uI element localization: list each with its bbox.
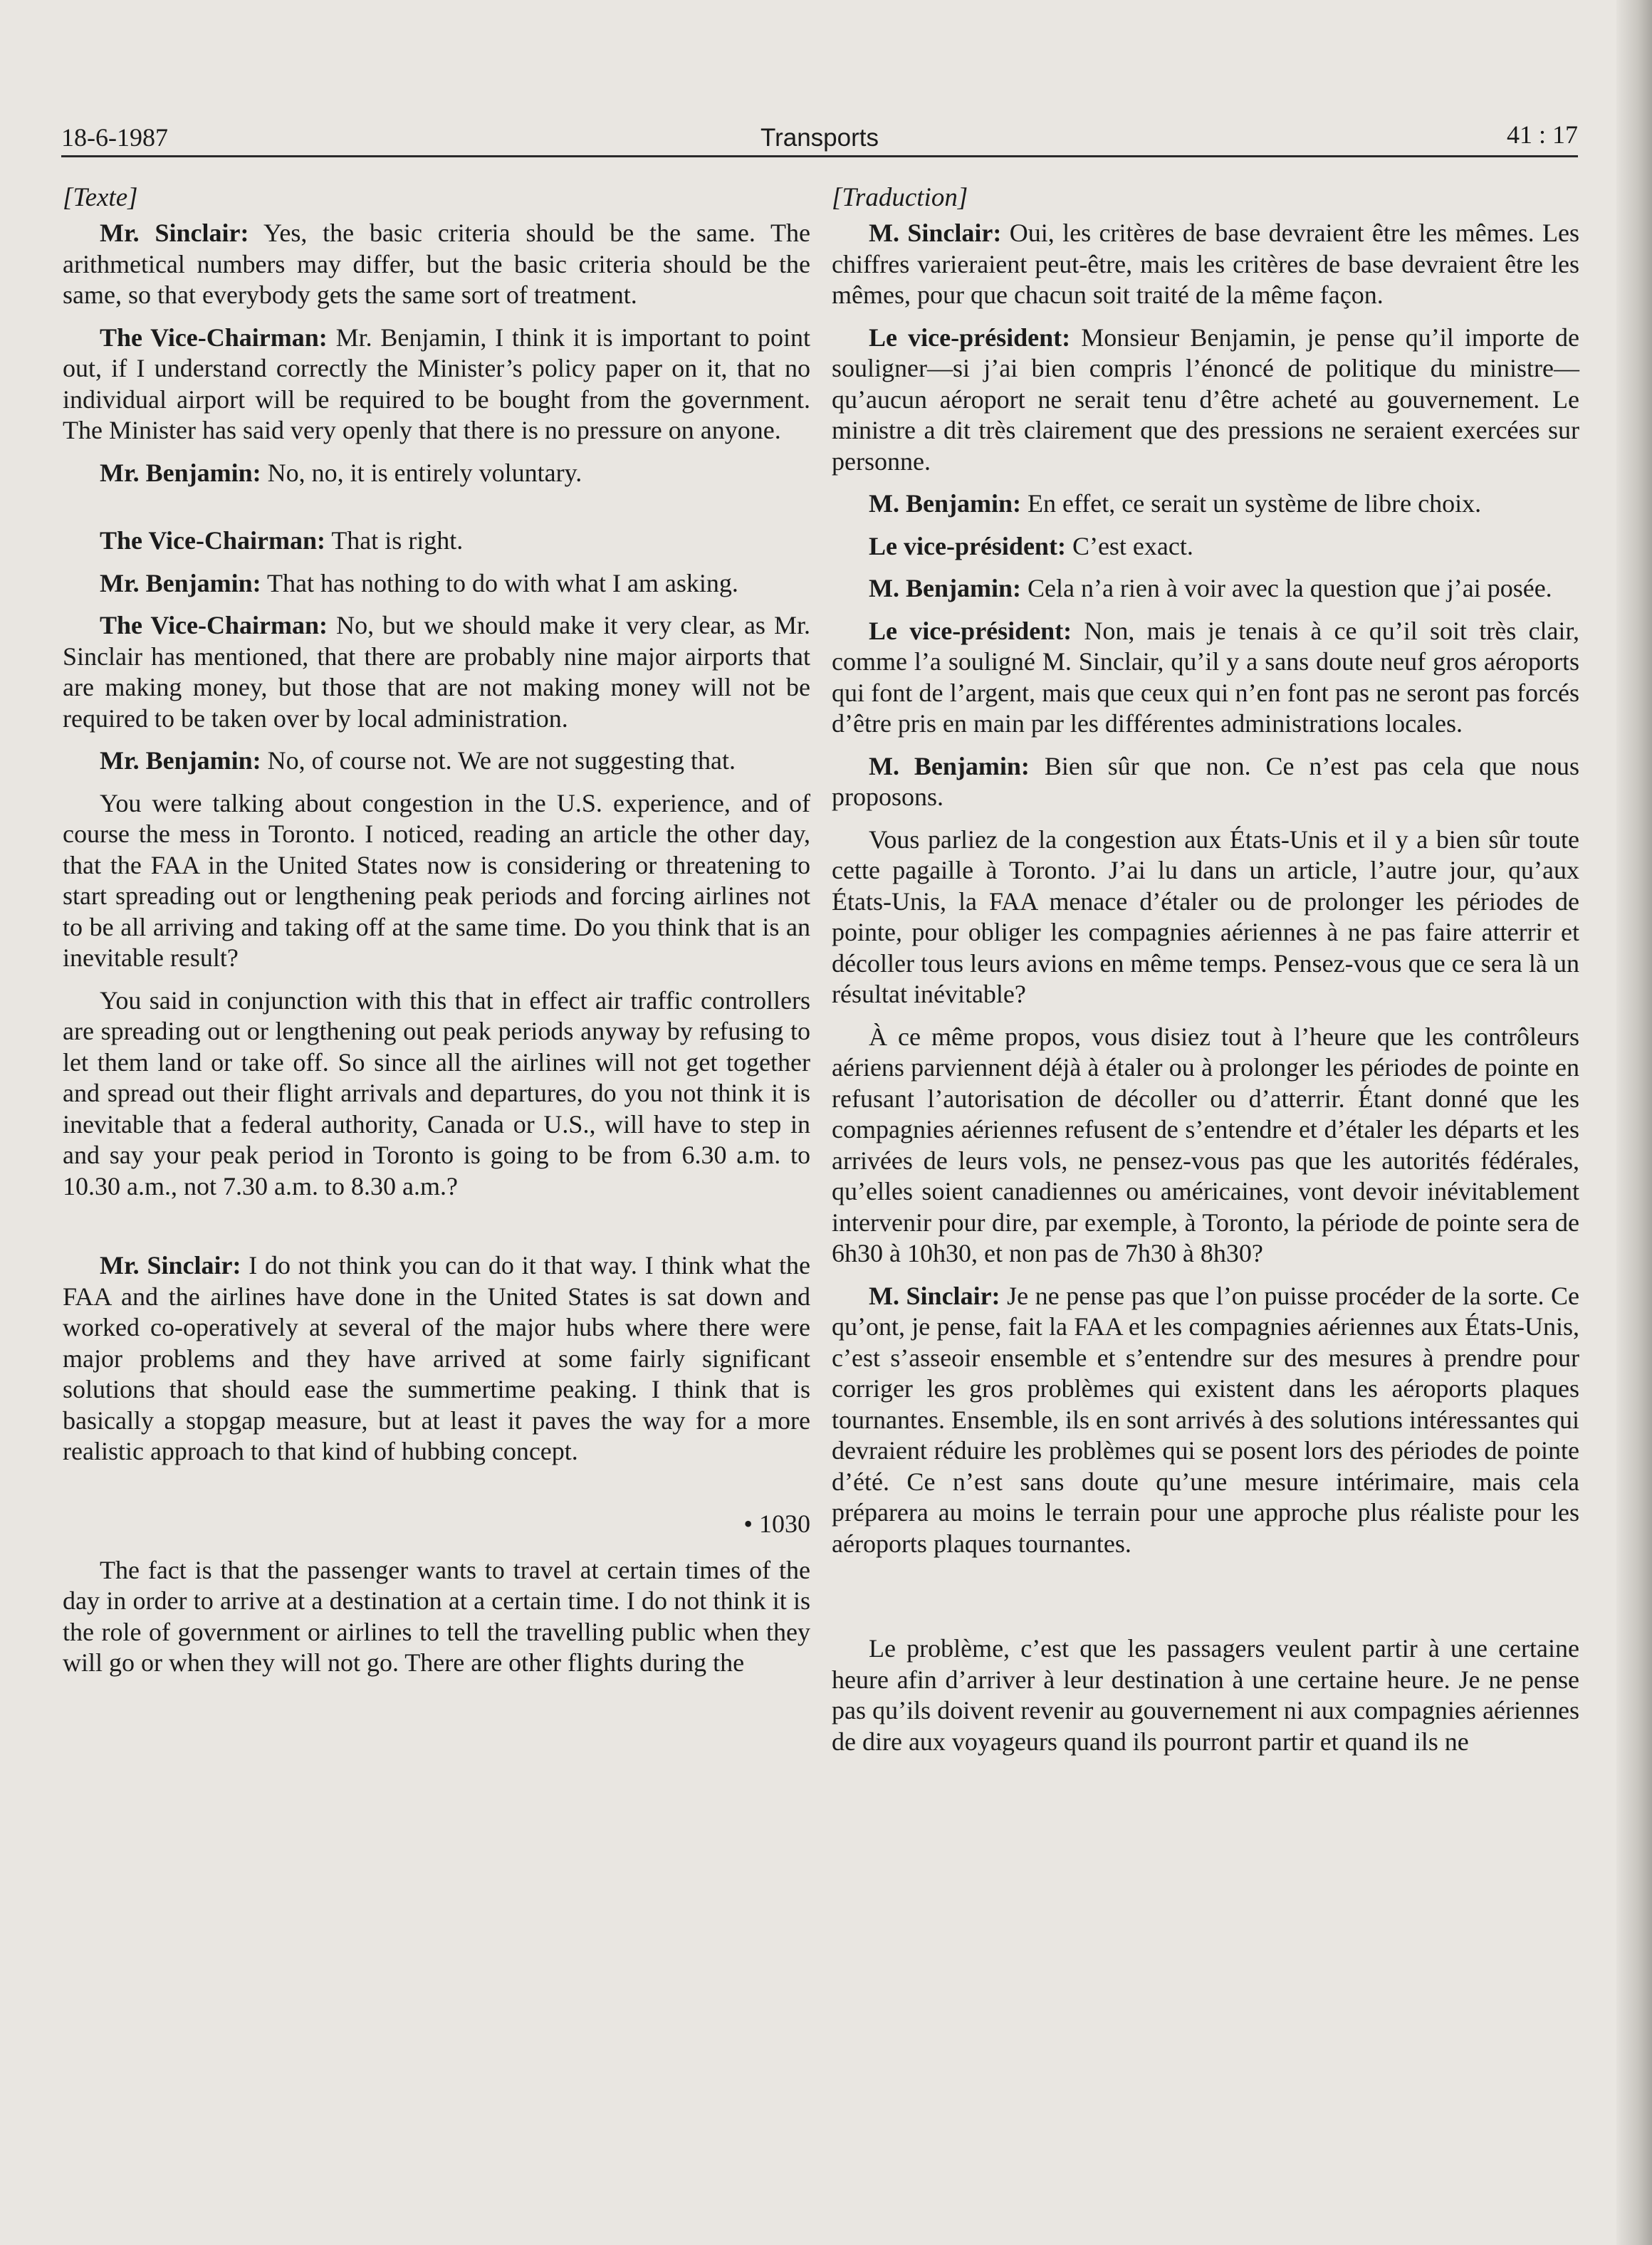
speaker: Mr. Benjamin:: [100, 458, 261, 487]
speaker: Mr. Benjamin:: [100, 746, 261, 775]
paragraph: [63, 525, 810, 557]
speaker: Mr. Sinclair:: [100, 1251, 241, 1280]
paragraph: The fact is that the passenger wants to travel at certain times of the day in order to arrive at a destination at a certain time. I do not think it is the role of government or airlines to tell the travelling public when they will go or when they will not go. There are other flights during the: [63, 1555, 810, 1677]
paragraph: [63, 458, 810, 489]
speech: That has nothing to do with what I am asking.: [261, 568, 738, 597]
speech: No, no, it is entirely voluntary.: [261, 458, 582, 487]
english-column: [63, 182, 810, 1690]
time-marker: • 1030: [743, 1509, 810, 1538]
speaker: M. Benjamin:: [869, 489, 1021, 518]
speaker: The Vice-Chairman:: [100, 526, 325, 555]
paragraph: À ce même propos, vous disiez tout à l’heure que les contrôleurs aériens parviennent déjà à étaler ou à prolonger les périodes de pointe en refusant l’autorisation de décoller ou d’atterrir. Étant donné que les compagnies aériennes refusent de s’entendre et d’étaler les départs et les arrivées de leurs vols, ne pensez-vous pas que les autorités fédérales, qu’elles soient canadiennes ou américaines, vont devoir inévitablement intervenir pour dire, par exemple, à Toronto, la période de pointe sera de 6h30 à 10h30, et non pas de 7h30 à 8h30?: [832, 1022, 1579, 1267]
speaker: The Vice-Chairman:: [100, 611, 328, 639]
paragraph: [63, 323, 810, 446]
speaker: M. Sinclair:: [869, 219, 1002, 247]
paragraph: [63, 610, 810, 734]
spacer: [63, 1213, 810, 1250]
speech: Non, mais je tenais à ce qu’il soit très clair, comme l’a souligné M. Sinclair, qu’il y a sans doute neuf gros aéroports qui font de l’argent, mais que ceux qui n’en font pas ne seront pas forcés d’être pris en main par les différentes administrations locales.: [832, 616, 1579, 738]
header-page-number: 41 : 17: [1506, 120, 1578, 149]
speaker: M. Sinclair:: [869, 1281, 1000, 1310]
paragraph: [832, 573, 1579, 605]
paragraph: You said in conjunction with this that in effect air traffic controllers are spreading out or lengthening out peak periods anyway by refusing to let them land or take off. So since all the airlines will not get together and spread out their flight arrivals and departures, do you not think it is inevitable that a federal authority, Canada or U.S., will have to step in and say your peak period in Toronto is going to be from 6.30 a.m. to 10.30 a.m., not 7.30 a.m. to 8.30 a.m.?: [63, 985, 810, 1200]
header-rule: [61, 155, 1578, 157]
speech: C’est exact.: [1065, 531, 1193, 560]
speech: Cela n’a rien à voir avec la question que j’ai posée.: [1020, 574, 1552, 602]
running-header: [61, 114, 1578, 157]
speech: Bien sûr que non. Ce n’est pas cela que nous proposons.: [832, 751, 1579, 811]
speech: I do not think you can do it that way. I think what the FAA and the airlines have done in the United States is sat down and worked co-operatively at several of the major hubs where there were major problems and they have arrived at some fairly significant solutions that should ease the summertime peaking. I think that is basically a stopgap measure, but at least it paves the way for a more realistic approach to that kind of hubbing concept.: [63, 1251, 810, 1465]
speaker: Le vice-président:: [869, 323, 1071, 352]
spacer: [63, 500, 810, 525]
speaker: Mr. Sinclair:: [100, 219, 249, 247]
speech: That is right.: [325, 526, 464, 555]
speech: En effet, ce serait un système de libre choix.: [1020, 489, 1482, 518]
paragraph: [63, 218, 810, 311]
paragraph: [832, 616, 1579, 740]
source-tag: [Traduction]: [832, 183, 968, 212]
french-column: [832, 182, 1579, 1769]
paragraph: [63, 1250, 810, 1467]
paragraph: [832, 1281, 1579, 1560]
paragraph: [832, 531, 1579, 562]
header-date: 18-6-1987: [61, 123, 168, 152]
speaker: M. Benjamin:: [869, 574, 1021, 602]
speech: No, but we should make it very clear, as Mr. Sinclair has mentioned, that there are probably nine major airports that are making money, but those that are not making money will not be required to be taken over by local administration.: [63, 611, 811, 733]
speech: Mr. Benjamin, I think it is important to point out, if I understand correctly the Minister’s policy paper on it, that no individual airport will be required to be bought from the government. The Minister has said very openly that there is no pressure on anyone.: [63, 323, 810, 444]
speech: Yes, the basic criteria should be the same. The arithmetical numbers may differ, but the basic criteria should be the same, so that everybody gets the same sort of treatment.: [63, 219, 810, 309]
speaker: Le vice-président:: [869, 531, 1066, 560]
page-edge: [1616, 0, 1652, 2245]
speech: Je ne pense pas que l’on puisse procéder de la sorte. Ce qu’ont, je pense, fait la FAA et les compagnies aériennes aux États-Unis, c’est s’asseoir ensemble et s’entendre sur des mesures à prendre pour corriger les gros problèmes qui existent dans les aéroports plaques tournantes. Ensemble, ils en sont arrivés à des solutions intéressantes qui devraient réduire les problèmes qui se posent lors des périodes de pointe d’été. Ce n’est sans doute qu’une mesure intérimaire, mais cela préparera au moins le terrain pour une approche plus réaliste pour les aéroports plaques tournantes.: [832, 1281, 1579, 1558]
speaker: The Vice-Chairman:: [100, 323, 328, 352]
paragraph: [832, 488, 1579, 520]
spacer: [832, 1571, 1579, 1633]
paragraph: [832, 751, 1579, 813]
speaker: Le vice-président:: [869, 616, 1072, 645]
speech: No, of course not. We are not suggesting that.: [261, 746, 736, 775]
paragraph: Le problème, c’est que les passagers veulent partir à une certaine heure afin d’arriver à leur destination à une certaine heure. Je ne pense pas qu’ils doivent revenir au gouvernement ni aux compagnies aériennes de dire aux voyageurs quand ils pourront partir et quand ils ne: [832, 1634, 1579, 1756]
speaker: M. Benjamin:: [869, 751, 1030, 780]
paragraph: [63, 568, 810, 600]
header-committee: Transports: [760, 124, 879, 152]
paragraph: You were talking about congestion in the U.S. experience, and of course the mess in Toronto. I noticed, reading an article the other day, that the FAA in the United States now is considering or threatening to start spreading out or lengthening peak periods and forcing airlines not to be all arriving and taking off at the same time. Do you think that is an inevitable result?: [63, 788, 810, 972]
paragraph: Vous parliez de la congestion aux États-Unis et il y a bien sûr toute cette pagaille à Toronto. J’ai lu dans un article, l’autre jour, qu’aux États-Unis, la FAA menace d’étaler ou de prolonger les périodes de pointe, pour obliger les compagnies aériennes à ne pas faire atterrir et décoller tous leurs avions en même temps. Pensez-vous que ce sera là un résultat inévitable?: [832, 825, 1579, 1008]
paragraph: [832, 323, 1579, 478]
source-tag: [Texte]: [63, 183, 138, 212]
speech: Monsieur Benjamin, je pense qu’il importe de souligner—si j’ai bien compris l’énoncé de politique du ministre—qu’aucun aéroport ne serait tenu d’être acheté au gouvernement. Le ministre a dit très clairement que des pressions ne seraient exercées sur personne.: [832, 323, 1579, 476]
paragraph: [63, 745, 810, 777]
speaker: Mr. Benjamin:: [100, 568, 261, 597]
paragraph: [832, 218, 1579, 311]
speech: Oui, les critères de base devraient être les mêmes. Les chiffres varieraient peut-être, mais les critères de base devraient être les mêmes, pour que chacun soit traité de la même façon.: [832, 219, 1579, 309]
